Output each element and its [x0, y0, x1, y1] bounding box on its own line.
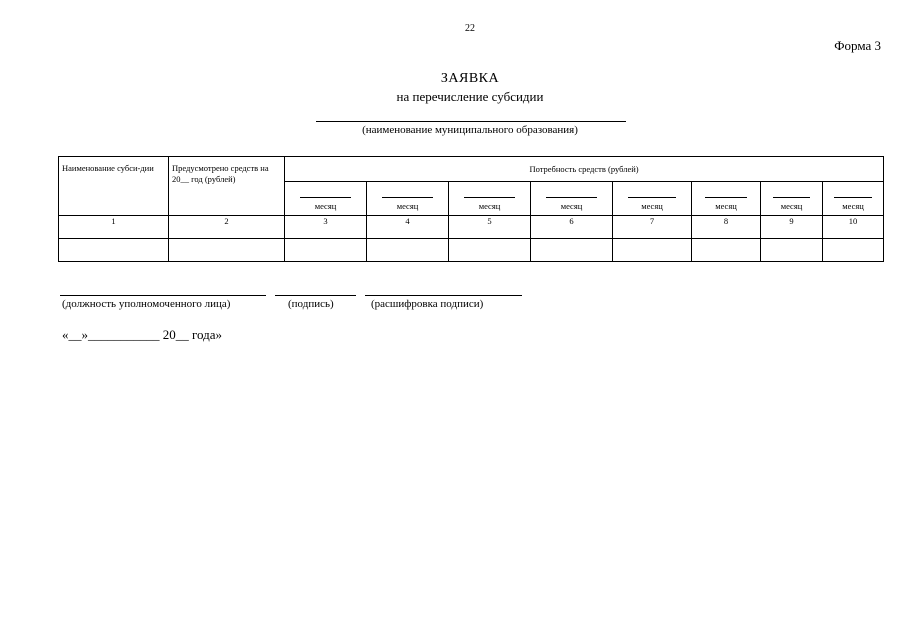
- month-header-cell: [285, 182, 367, 216]
- column-number: 5: [449, 216, 531, 239]
- table-cell: [169, 239, 285, 262]
- municipality-blank-line: [316, 121, 626, 122]
- month-label: месяц: [842, 201, 864, 211]
- column-number: 8: [692, 216, 761, 239]
- column-number: 9: [761, 216, 823, 239]
- column-number: 2: [169, 216, 285, 239]
- table-cell: [823, 239, 884, 262]
- signature-blank-line: [275, 295, 356, 296]
- document-title: ЗАЯВКА: [440, 71, 500, 86]
- month-header-cell: [531, 182, 613, 216]
- column-number-row: [59, 216, 884, 239]
- month-header-cell: [761, 182, 823, 216]
- document-subtitle: на перечисление субсидии: [396, 89, 544, 104]
- table-cell: [449, 239, 531, 262]
- table-cell: [761, 239, 823, 262]
- table-cell: [613, 239, 692, 262]
- month-label: месяц: [780, 201, 803, 211]
- month-label: месяц: [560, 201, 583, 211]
- signature-caption: (подпись): [288, 298, 334, 310]
- column-number: 10: [823, 216, 884, 239]
- column-number: 1: [59, 216, 169, 239]
- table-cell: [59, 239, 169, 262]
- month-header-cell: [367, 182, 449, 216]
- subsidy-request-table: [58, 156, 884, 262]
- table-cell: [285, 239, 367, 262]
- table-cell: [367, 239, 449, 262]
- month-label: месяц: [314, 201, 337, 211]
- municipality-caption: (наименование муниципального образования): [362, 124, 578, 136]
- column-number: 3: [285, 216, 367, 239]
- decoding-caption: (расшифровка подписи): [371, 298, 484, 310]
- month-header-cell: [449, 182, 531, 216]
- month-header-cell: [692, 182, 761, 216]
- table-cell: [531, 239, 613, 262]
- col1-header: Наименование субси-дии: [59, 157, 169, 216]
- page-number: 22: [465, 23, 475, 34]
- decoding-blank-line: [365, 295, 522, 296]
- position-blank-line: [60, 295, 266, 296]
- table-cell: [692, 239, 761, 262]
- month-label: месяц: [641, 201, 663, 211]
- col2-header: Предусмотрено средств на 20__ год (рублей): [169, 157, 285, 216]
- column-number: 6: [531, 216, 613, 239]
- position-caption: (должность уполномоченного лица): [62, 298, 231, 310]
- column-number: 4: [367, 216, 449, 239]
- month-label: месяц: [396, 201, 419, 211]
- month-label: месяц: [478, 201, 501, 211]
- table-header-row: [59, 157, 884, 182]
- table-row: [59, 239, 884, 262]
- date-line: «__»___________ 20__ года»: [62, 327, 223, 342]
- form-label: Форма 3: [834, 38, 881, 53]
- month-label: месяц: [715, 201, 737, 211]
- column-number: 7: [613, 216, 692, 239]
- month-header-cell: [823, 182, 884, 216]
- need-header: Потребность средств (рублей): [285, 157, 884, 182]
- month-header-cell: [613, 182, 692, 216]
